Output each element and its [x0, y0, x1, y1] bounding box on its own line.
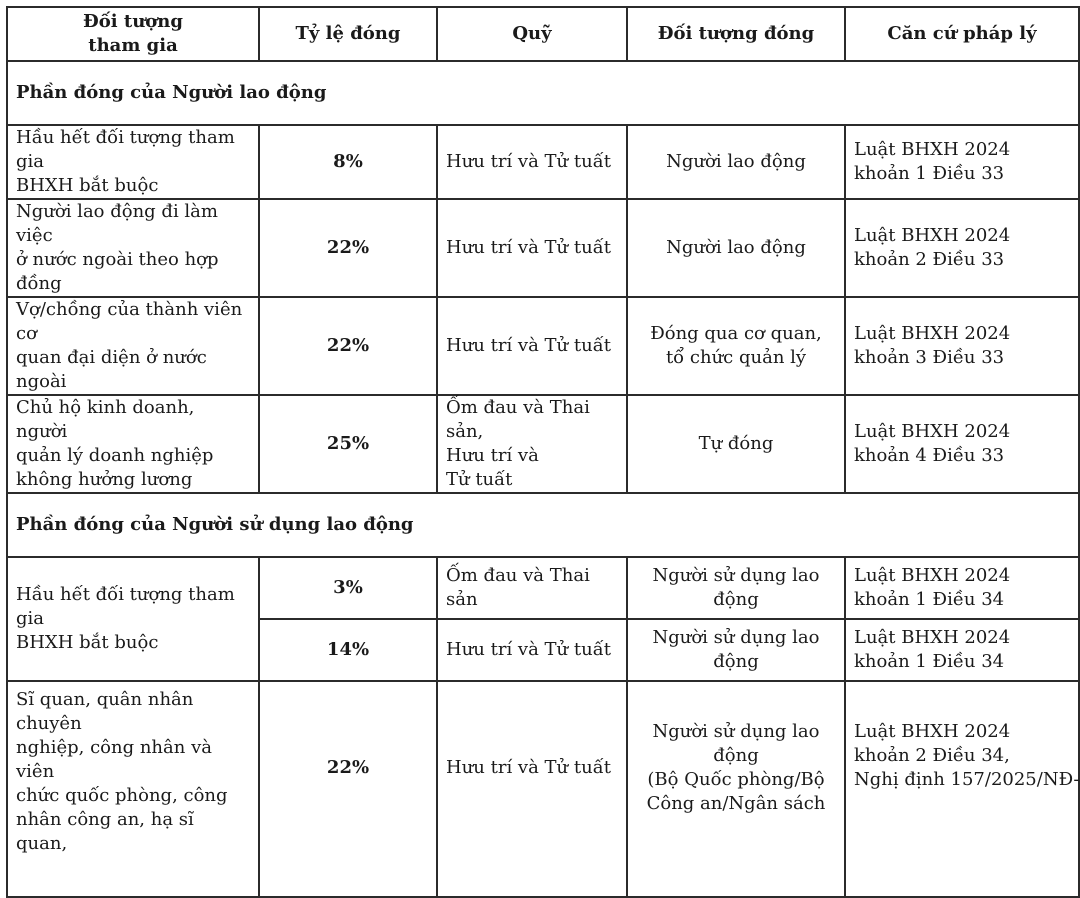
cell-line: khoản 1 Điều 34 [854, 651, 1005, 672]
cell-line: không hưởng lương [16, 469, 193, 490]
rate-cell: 14% [259, 619, 437, 681]
payer-cell [627, 297, 845, 395]
subject-cell [7, 557, 259, 681]
legal-cell [845, 619, 1079, 681]
cell-line: Sĩ quan, quân nhân chuyên [16, 689, 194, 734]
cell-line: Hưu trí và Tử tuất [446, 639, 611, 660]
header-fund: Quỹ [437, 7, 627, 61]
cell-line: nhân công an, hạ sĩ quan, [16, 809, 194, 854]
cell-line: tổ chức quản lý [665, 347, 807, 368]
header-subject-line: tham gia [88, 35, 178, 56]
cell-line: quan đại diện ở nước ngoài [16, 347, 207, 392]
cell-line: Luật BHXH 2024 [854, 421, 1011, 442]
contribution-table [6, 6, 1080, 898]
cell-line: Hưu trí và Tử tuất [446, 151, 611, 172]
rate-cell: 22% [259, 297, 437, 395]
cell-line: khoản 1 Điều 33 [854, 163, 1005, 184]
rate-cell: 22% [259, 199, 437, 297]
cell-line: Người sử dụng lao động [652, 565, 820, 610]
header-subject-line: Đối tượng [83, 11, 183, 32]
cell-line: Hưu trí và Tử tuất [446, 335, 611, 356]
payer-cell [627, 619, 845, 681]
cell-line: Hưu trí và [446, 445, 539, 466]
cell-line: Luật BHXH 2024 [854, 139, 1011, 160]
fund-cell [437, 125, 627, 199]
legal-cell [845, 199, 1079, 297]
subject-cell [7, 681, 259, 897]
section-row-employee [7, 61, 1079, 125]
cell-line: chức quốc phòng, công [16, 785, 228, 806]
cell-line: Hưu trí và Tử tuất [446, 757, 611, 778]
cell-line: Luật BHXH 2024 [854, 323, 1011, 344]
section-title: Phần đóng của Người lao động [7, 61, 1079, 125]
cell-line: Chủ hộ kinh doanh, người [16, 397, 195, 442]
fund-cell [437, 557, 627, 619]
cell-line: Luật BHXH 2024 [854, 225, 1011, 246]
payer-cell [627, 199, 845, 297]
cell-line: Luật BHXH 2024 [854, 721, 1011, 742]
cell-line: Ốm đau và Thai sản, [446, 397, 590, 442]
cell-line: (Bộ Quốc phòng/Bộ [647, 769, 825, 790]
cell-line: Đóng qua cơ quan, [650, 323, 822, 344]
table-row [7, 199, 1079, 297]
fund-cell [437, 619, 627, 681]
cell-line: Hầu hết đối tượng tham gia [16, 584, 235, 629]
legal-cell [845, 681, 1079, 897]
cell-line: khoản 2 Điều 33 [854, 249, 1005, 270]
cell-line: ở nước ngoài theo hợp đồng [16, 249, 219, 294]
cell-line: quản lý doanh nghiệp [16, 445, 214, 466]
cell-line: BHXH bắt buộc [16, 175, 159, 196]
section-title: Phần đóng của Người sử dụng lao động [7, 493, 1079, 557]
cell-line: Tự đóng [698, 433, 774, 454]
fund-cell [437, 395, 627, 493]
cell-line: nghiệp, công nhân và viên [16, 737, 212, 782]
header-subject [7, 7, 259, 61]
rate-cell: 22% [259, 681, 437, 897]
subject-cell [7, 297, 259, 395]
cell-line: Hầu hết đối tượng tham gia [16, 127, 235, 172]
subject-cell [7, 125, 259, 199]
header-legal: Căn cứ pháp lý [845, 7, 1079, 61]
cell-line: Luật BHXH 2024 [854, 627, 1011, 648]
payer-cell [627, 125, 845, 199]
rate-cell: 3% [259, 557, 437, 619]
cell-line: BHXH bắt buộc [16, 632, 159, 653]
rate-cell: 8% [259, 125, 437, 199]
payer-cell [627, 681, 845, 897]
table-row [7, 681, 1079, 897]
table-row [7, 557, 1079, 619]
section-row-employer [7, 493, 1079, 557]
table-row [7, 395, 1079, 493]
header-payer: Đối tượng đóng [627, 7, 845, 61]
legal-cell [845, 395, 1079, 493]
cell-line: khoản 3 Điều 33 [854, 347, 1005, 368]
cell-line: Công an/Ngân sách [646, 793, 826, 814]
cell-line: Tử tuất [446, 469, 513, 490]
cell-line: khoản 4 Điều 33 [854, 445, 1005, 466]
payer-cell [627, 557, 845, 619]
legal-cell [845, 125, 1079, 199]
cell-line: Nghị định 157/2025/NĐ- [854, 769, 1080, 790]
header-row [7, 7, 1079, 61]
fund-cell [437, 681, 627, 897]
cell-line: Vợ/chồng của thành viên cơ [16, 299, 243, 344]
cell-line: Người lao động [666, 237, 806, 258]
cell-line: Người sử dụng lao động [652, 721, 820, 766]
legal-cell [845, 557, 1079, 619]
cell-line: Ốm đau và Thai sản [446, 565, 590, 610]
fund-cell [437, 297, 627, 395]
subject-cell [7, 199, 259, 297]
subject-cell [7, 395, 259, 493]
cell-line: khoản 1 Điều 34 [854, 589, 1005, 610]
cell-line: Hưu trí và Tử tuất [446, 237, 611, 258]
table-row [7, 297, 1079, 395]
table-row [7, 125, 1079, 199]
cell-line: Luật BHXH 2024 [854, 565, 1011, 586]
cell-line: Người lao động [666, 151, 806, 172]
fund-cell [437, 199, 627, 297]
cell-line: Người sử dụng lao động [652, 627, 820, 672]
cell-line: Người lao động đi làm việc [16, 201, 218, 246]
header-rate: Tỷ lệ đóng [259, 7, 437, 61]
cell-line: khoản 2 Điều 34, [854, 745, 1010, 766]
payer-cell [627, 395, 845, 493]
legal-cell [845, 297, 1079, 395]
rate-cell: 25% [259, 395, 437, 493]
